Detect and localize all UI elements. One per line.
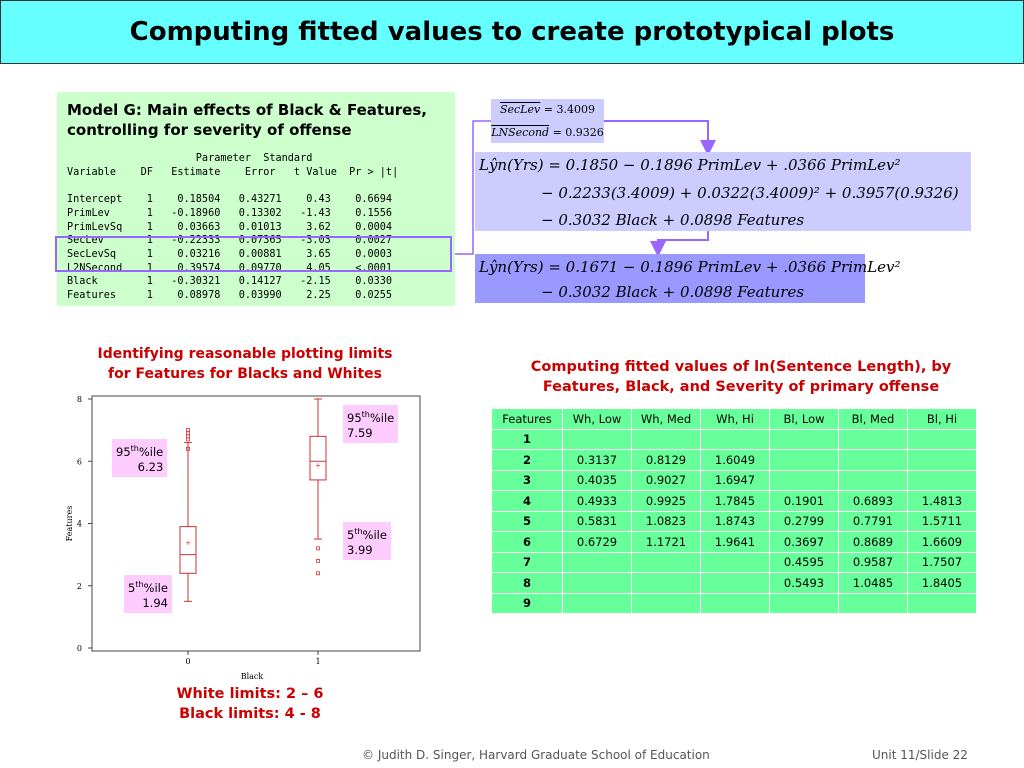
table-row: Intercept 1 0.18504 0.43271 0.43 0.6694 bbox=[67, 194, 393, 206]
fitted-value-cell bbox=[563, 552, 632, 573]
outlier-point bbox=[317, 559, 320, 562]
lnsecond-symbol: LNSecond bbox=[491, 126, 550, 139]
table-row: PrimLev 1 -0.18960 0.13302 -1.43 0.1556 bbox=[67, 207, 393, 219]
box bbox=[310, 436, 326, 480]
model-title: Model G: Main effects of Black & Features, controlling for severity of offense bbox=[67, 101, 427, 139]
fitted-value-cell bbox=[770, 429, 839, 450]
label-value: 6.23 bbox=[137, 459, 164, 474]
fitted-value-cell bbox=[908, 429, 977, 450]
label-num: 95 bbox=[347, 410, 362, 425]
equation-line-3: − 0.3032 Black + 0.0898 Features bbox=[541, 211, 805, 229]
label-pct: %ile bbox=[138, 444, 164, 459]
fitted-value-cell: 0.9925 bbox=[632, 491, 701, 512]
outlier-point bbox=[187, 432, 190, 435]
fitted-value-cell: 0.3137 bbox=[563, 450, 632, 471]
fitted-value-cell: 0.9587 bbox=[839, 552, 908, 573]
simplified-equation-line-2: − 0.3032 Black + 0.0898 Features bbox=[541, 283, 805, 301]
box-plot bbox=[60, 392, 430, 687]
fitted-value-cell bbox=[701, 429, 770, 450]
x-axis-label: Black bbox=[240, 672, 264, 681]
outlier-point bbox=[187, 435, 190, 438]
equation-line-1: Lŷn(Yrs) = 0.1850 − 0.1896 PrimLev + .0366 PrimLev² bbox=[479, 156, 901, 174]
full-equation-box bbox=[475, 152, 971, 231]
column-header: Wh, Med bbox=[632, 409, 701, 430]
fitted-value-cell: 0.4595 bbox=[770, 552, 839, 573]
table-row bbox=[492, 429, 977, 450]
features-cell: 4 bbox=[492, 491, 563, 512]
table-row bbox=[492, 511, 977, 532]
features-cell: 8 bbox=[492, 573, 563, 594]
fitted-heading-line-2: Features, Black, and Severity of primary offense bbox=[542, 379, 940, 395]
white-5th-label bbox=[124, 575, 172, 613]
plot-heading-line-2: for Features for Blacks and Whites bbox=[108, 366, 382, 382]
fitted-value-cell: 0.3697 bbox=[770, 532, 839, 553]
y-tick-label: 6 bbox=[76, 457, 82, 467]
fitted-value-cell bbox=[839, 429, 908, 450]
label-num: 5 bbox=[347, 527, 355, 542]
fitted-value-cell: 0.4933 bbox=[563, 491, 632, 512]
table-row bbox=[492, 470, 977, 491]
fitted-value-cell: 0.6729 bbox=[563, 532, 632, 553]
y-tick-label: 0 bbox=[76, 644, 82, 653]
fitted-value-cell: 0.8689 bbox=[839, 532, 908, 553]
table-row: SecLev 1 -0.22333 0.07365 -3.03 0.0027 bbox=[67, 235, 393, 247]
fitted-value-cell: 1.4813 bbox=[908, 491, 977, 512]
mean-marker: + bbox=[185, 539, 191, 548]
fitted-heading-line-1: Computing fitted values of ln(Sentence Length), by bbox=[530, 359, 952, 375]
white-limits: White limits: 2 – 6 bbox=[176, 686, 324, 702]
fitted-value-cell: 1.0485 bbox=[839, 573, 908, 594]
label-value: 7.59 bbox=[347, 425, 373, 440]
fitted-value-cell: 1.9641 bbox=[701, 532, 770, 553]
table-row bbox=[492, 573, 977, 594]
column-header: Bl, Low bbox=[770, 409, 839, 430]
given-values-box bbox=[491, 99, 604, 143]
label-num: 5 bbox=[128, 580, 136, 595]
outlier-point bbox=[187, 438, 190, 441]
features-cell: 9 bbox=[492, 593, 563, 614]
fitted-value-cell: 1.5711 bbox=[908, 511, 977, 532]
fitted-value-cell: 0.5493 bbox=[770, 573, 839, 594]
fitted-value-cell bbox=[839, 470, 908, 491]
table-row bbox=[492, 532, 977, 553]
equation-line-2: − 0.2233(3.4009) + 0.0322(3.4009)² + 0.3957(0.9326) bbox=[541, 184, 959, 202]
fitted-values-table bbox=[491, 408, 977, 614]
fitted-value-cell bbox=[563, 573, 632, 594]
fitted-value-cell bbox=[839, 593, 908, 614]
fitted-value-cell: 1.6947 bbox=[701, 470, 770, 491]
plot-heading-line-1: Identifying reasonable plotting limits bbox=[97, 346, 393, 362]
label-sup: th bbox=[361, 410, 370, 419]
y-axis-label: Features bbox=[65, 505, 74, 542]
features-cell: 1 bbox=[492, 429, 563, 450]
label-sup: th bbox=[135, 580, 144, 589]
table-header-row bbox=[492, 409, 977, 430]
fitted-value-cell bbox=[563, 593, 632, 614]
fitted-value-cell bbox=[563, 429, 632, 450]
box bbox=[180, 527, 196, 574]
features-cell: 2 bbox=[492, 450, 563, 471]
label-pct: %ile bbox=[369, 410, 395, 425]
fitted-value-cell bbox=[770, 450, 839, 471]
column-header: Wh, Hi bbox=[701, 409, 770, 430]
fitted-value-cell bbox=[632, 429, 701, 450]
fitted-value-cell bbox=[632, 552, 701, 573]
label-pct: %ile bbox=[143, 580, 168, 595]
fitted-value-cell: 1.7845 bbox=[701, 491, 770, 512]
label-sup: th bbox=[354, 527, 363, 536]
slide-number: Unit 11/Slide 22 bbox=[872, 748, 968, 762]
features-cell: 5 bbox=[492, 511, 563, 532]
table-row: SecLevSq 1 0.03216 0.00881 3.65 0.0003 bbox=[67, 248, 393, 260]
table-row bbox=[492, 593, 977, 614]
table-row: PrimLevSq 1 0.03663 0.01013 3.62 0.0004 bbox=[67, 221, 393, 233]
features-cell: 6 bbox=[492, 532, 563, 553]
fitted-value-cell: 0.5831 bbox=[563, 511, 632, 532]
table-row bbox=[492, 552, 977, 573]
black-95th-label bbox=[343, 405, 398, 443]
fitted-value-cell: 1.8743 bbox=[701, 511, 770, 532]
black-limits: Black limits: 4 - 8 bbox=[179, 706, 321, 722]
column-header: Bl, Hi bbox=[908, 409, 977, 430]
label-value: 1.94 bbox=[142, 595, 168, 610]
fitted-value-cell bbox=[632, 593, 701, 614]
table-header-1: Parameter Standard bbox=[67, 153, 313, 164]
fitted-value-cell: 1.6049 bbox=[701, 450, 770, 471]
y-tick-label: 2 bbox=[76, 581, 82, 591]
fitted-value-cell: 0.9027 bbox=[632, 470, 701, 491]
fitted-value-cell: 1.1721 bbox=[632, 532, 701, 553]
white-95th-label bbox=[112, 439, 167, 477]
simplified-equation-box bbox=[475, 254, 901, 303]
fitted-value-cell: 0.7791 bbox=[839, 511, 908, 532]
table-header-2: Variable DF Estimate Error t Value Pr > |t| bbox=[67, 166, 399, 178]
label-pct: %ile bbox=[362, 527, 387, 542]
y-tick-label: 8 bbox=[76, 395, 82, 404]
fitted-value-cell bbox=[701, 573, 770, 594]
slide-title: Computing fitted values to create prototypical plots bbox=[129, 17, 895, 47]
seclev-symbol: SecLev bbox=[500, 103, 541, 116]
fitted-value-cell: 0.8129 bbox=[632, 450, 701, 471]
plot-limits bbox=[130, 684, 370, 724]
fitted-value-cell: 0.1901 bbox=[770, 491, 839, 512]
fitted-value-cell bbox=[632, 573, 701, 594]
x-tick-label: 0 bbox=[185, 657, 191, 666]
fitted-value-cell bbox=[770, 593, 839, 614]
black-5th-label bbox=[343, 522, 391, 560]
column-header: Wh, Low bbox=[563, 409, 632, 430]
table-row bbox=[492, 491, 977, 512]
fitted-value-cell: 0.4035 bbox=[563, 470, 632, 491]
plot-heading bbox=[60, 344, 430, 384]
outlier-point bbox=[317, 572, 320, 575]
fitted-value-cell bbox=[701, 552, 770, 573]
copyright-text: © Judith D. Singer, Harvard Graduate School of Education bbox=[362, 748, 710, 762]
table-row: Black 1 -0.30321 0.14127 -2.15 0.0330 bbox=[67, 276, 393, 288]
fitted-value-cell: 1.7507 bbox=[908, 552, 977, 573]
table-row: L2NSecond 1 0.39574 0.09770 4.05 <.0001 bbox=[67, 262, 393, 274]
fitted-value-cell: 0.6893 bbox=[839, 491, 908, 512]
fitted-value-cell: 0.2799 bbox=[770, 511, 839, 532]
features-cell: 7 bbox=[492, 552, 563, 573]
lnsecond-value: = 0.9326 bbox=[552, 126, 604, 139]
simplified-equation-line-1: Lŷn(Yrs) = 0.1671 − 0.1896 PrimLev + .0366 PrimLev² bbox=[479, 258, 901, 276]
footer bbox=[0, 748, 1024, 768]
seclev-value: = 3.4009 bbox=[543, 103, 595, 116]
fitted-value-cell bbox=[770, 470, 839, 491]
table-row: Features 1 0.08978 0.03990 2.25 0.0255 bbox=[67, 290, 393, 302]
fitted-values-body bbox=[492, 429, 977, 614]
fitted-value-cell bbox=[839, 450, 908, 471]
label-sup: th bbox=[130, 444, 139, 453]
column-header: Bl, Med bbox=[839, 409, 908, 430]
fitted-value-cell: 1.0823 bbox=[632, 511, 701, 532]
mean-marker: + bbox=[315, 461, 321, 470]
fitted-value-cell: 1.6609 bbox=[908, 532, 977, 553]
fitted-values-heading bbox=[491, 357, 991, 397]
table-row bbox=[492, 450, 977, 471]
fitted-value-cell bbox=[908, 470, 977, 491]
y-tick-label: 4 bbox=[76, 519, 82, 529]
fitted-value-cell bbox=[908, 593, 977, 614]
outlier-point bbox=[187, 429, 190, 432]
label-value: 3.99 bbox=[347, 542, 373, 557]
label-num: 95 bbox=[116, 444, 131, 459]
fitted-value-cell: 1.8405 bbox=[908, 573, 977, 594]
outlier-point bbox=[317, 547, 320, 550]
fitted-value-cell bbox=[908, 450, 977, 471]
column-header: Features bbox=[492, 409, 563, 430]
features-cell: 3 bbox=[492, 470, 563, 491]
x-tick-label: 1 bbox=[315, 657, 321, 666]
fitted-value-cell bbox=[701, 593, 770, 614]
